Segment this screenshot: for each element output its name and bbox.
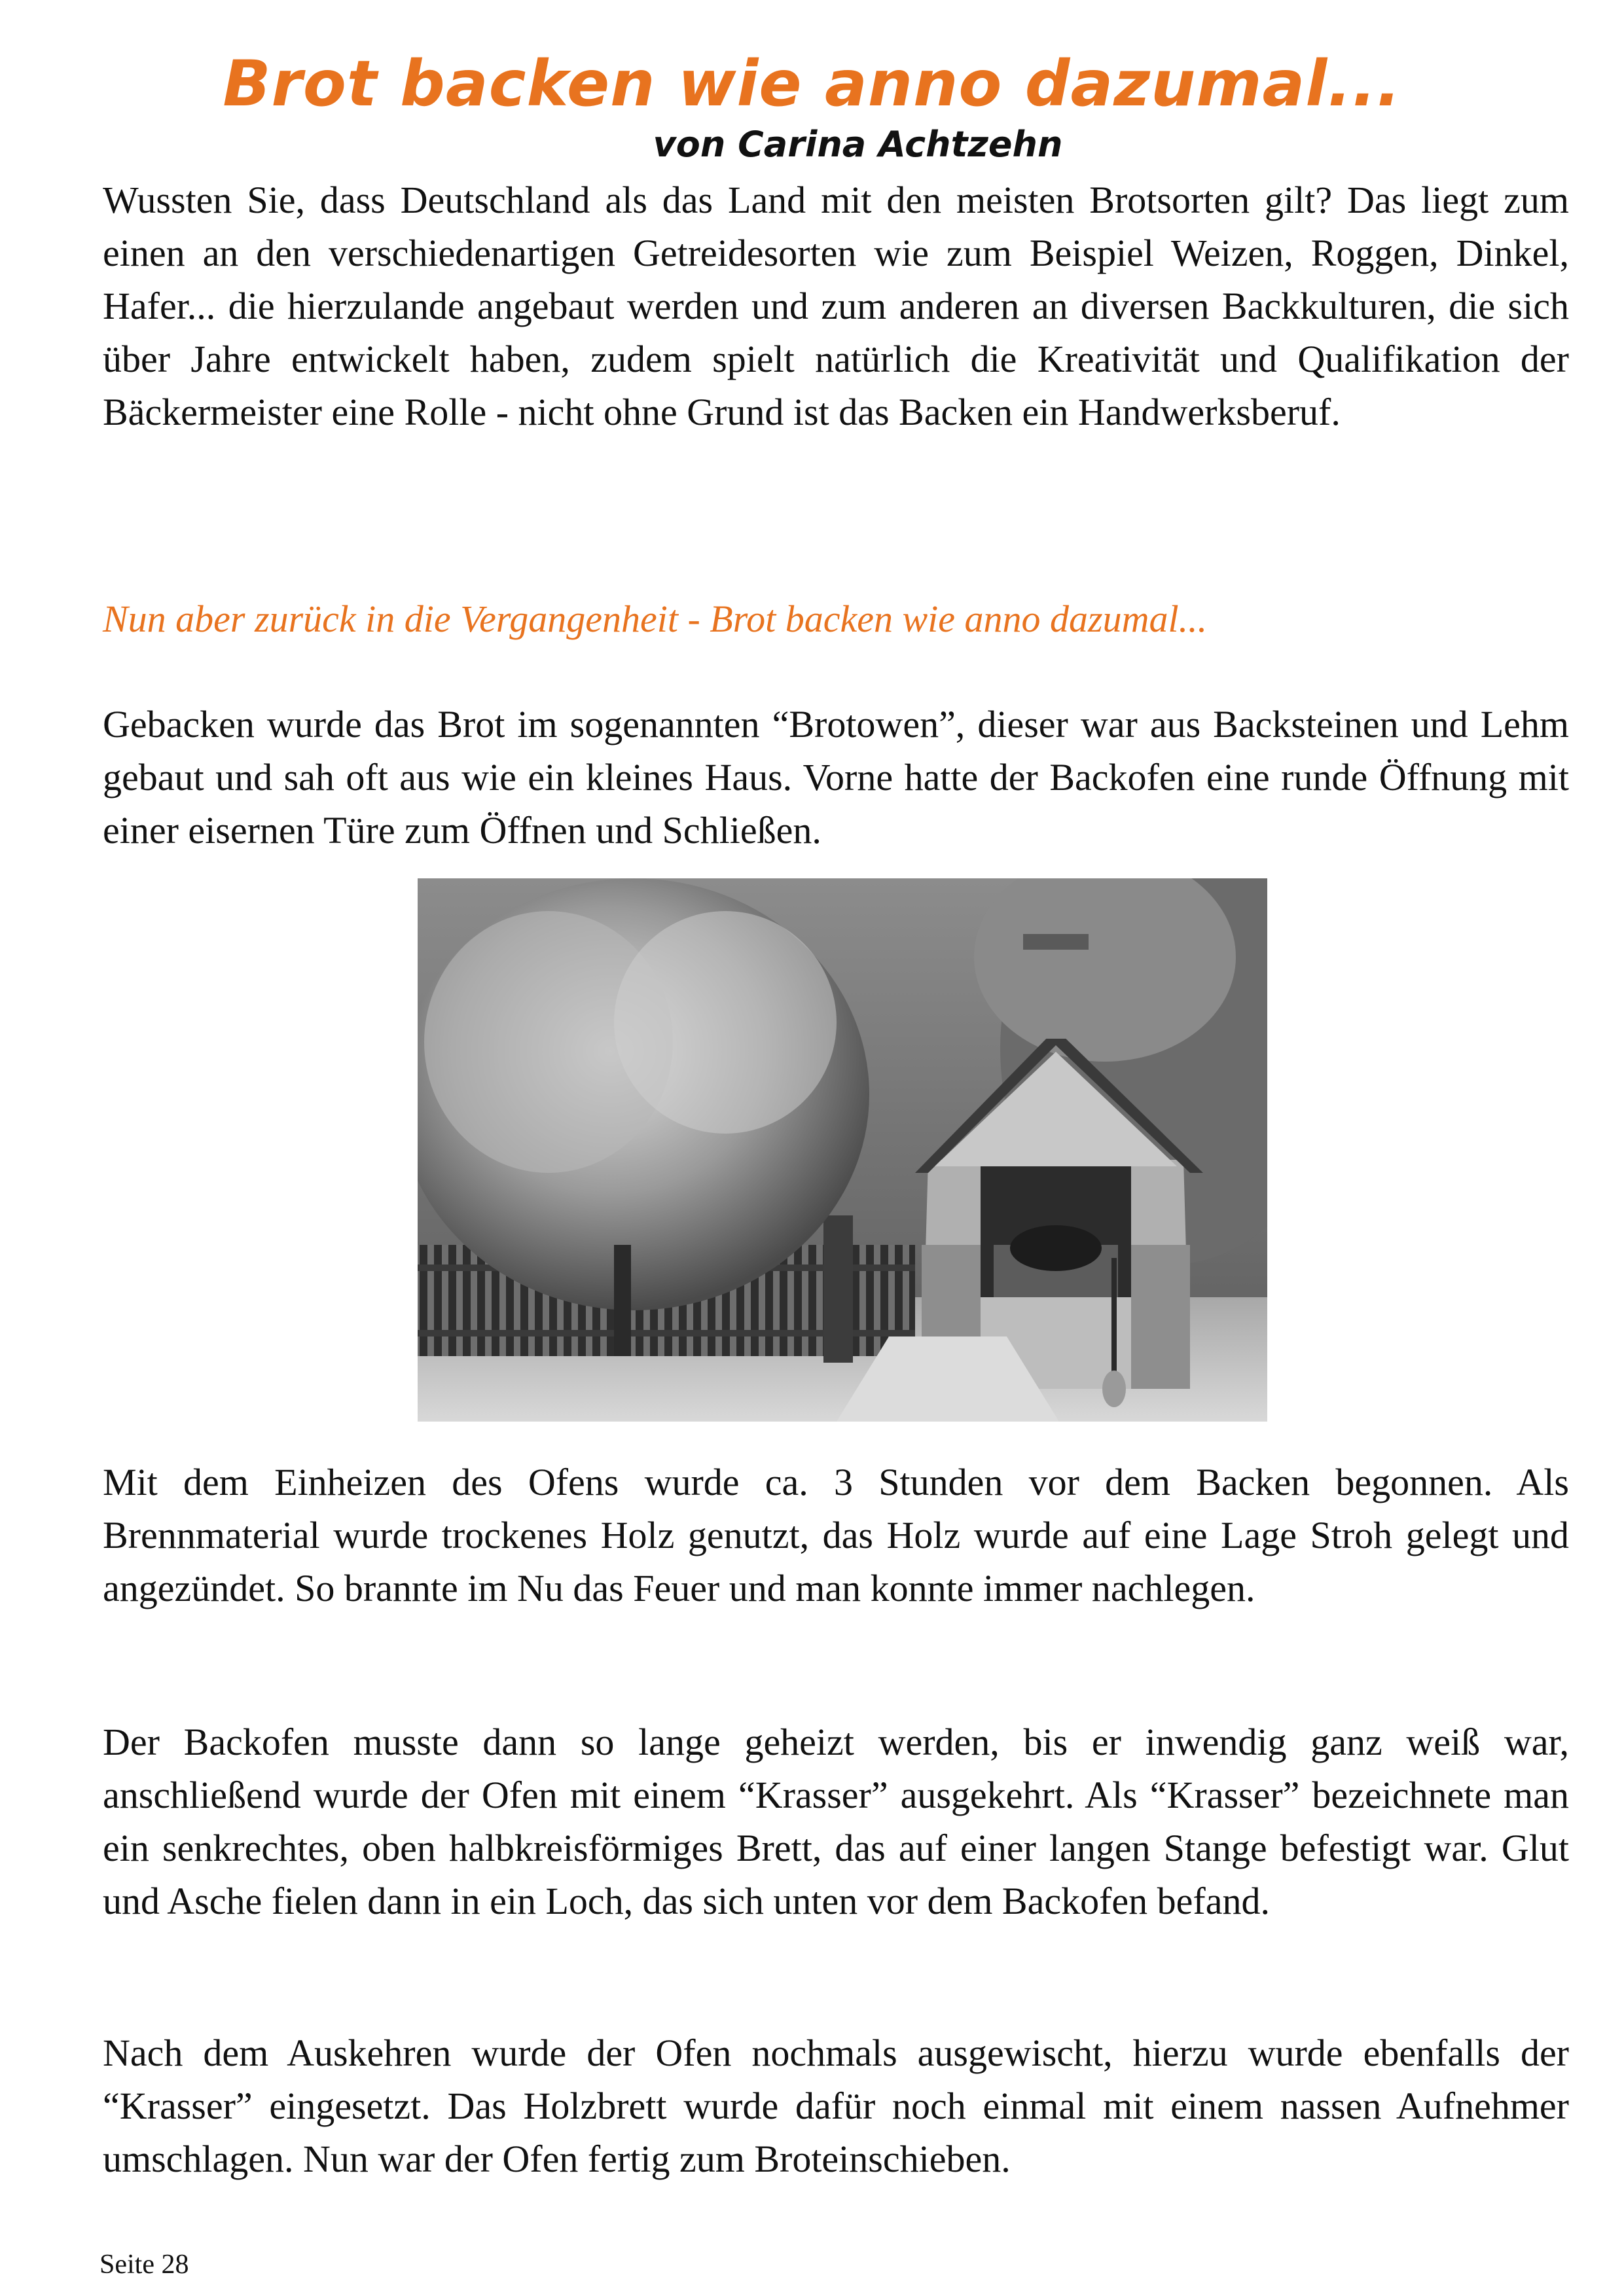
author-byline: von Carina Achtzehn <box>653 124 1063 165</box>
article-title: Brot backen wie anno dazumal... <box>223 47 1401 120</box>
page-number: Seite 28 <box>99 2250 189 2280</box>
paragraph-subheading: Nun aber zurück in die Vergangenheit - Brot backen wie anno dazumal... <box>103 598 1208 640</box>
paragraph-auskehren: Nach dem Auskehren wurde der Ofen nochmals ausgewischt, hierzu wurde ebenfalls der “Krasser” eingesetzt. Das Holzbrett wurde dafür noch einmal mit einem nassen Aufnehmer umschlagen. Nun war der Ofen fertig zum Broteinschieben. <box>103 2032 1569 2180</box>
paragraph-einheizen: Mit dem Einheizen des Ofens wurde ca. 3 Stunden vor dem Backen begonnen. Als Brennmaterial wurde trockenes Holz genutzt, das Holz wurde auf eine Lage Stroh gelegt und angezündet. So brannte im Nu das Feuer und man konnte immer nachlegen. <box>103 1461 1569 1609</box>
paragraph-krasser: Der Backofen musste dann so lange geheizt werden, bis er inwendig ganz weiß war, anschließend wurde der Ofen mit einem “Krasser” ausgekehrt. Als “Krasser” bezeichnete man ein senkrechtes, oben halbkreisförmiges Brett, das auf einer langen Stange befestigt war. Glut und Asche fielen dann in ein Loch, das sich unten vor dem Backofen befand. <box>103 1721 1569 1922</box>
paragraph-intro: Wussten Sie, dass Deutschland als das Land mit den meisten Brotsorten gilt? Das liegt zum einen an den verschiedenartigen Getreidesorten wie zum Beispiel Weizen, Roggen, Dinkel, Hafer... die hierzulande angebaut werden und zum anderen an diversen Backkulturen, die sich über Jahre entwickelt haben, zudem spielt natürlich die Kreativität und Qualifikation der Bäckermeister eine Rolle - nicht ohne Grund ist das Backen ein Handwerksberuf. <box>103 179 1569 433</box>
paragraph-brotowen: Gebacken wurde das Brot im sogenannten “Brotowen”, dieser war aus Backsteinen und Lehm gebaut und sah oft aus wie ein kleines Haus. Vorne hatte der Backofen eine runde Öffnung mit einer eisernen Türe zum Öffnen und Schließen. <box>103 703 1569 852</box>
bread-oven-photo <box>418 878 1267 1422</box>
